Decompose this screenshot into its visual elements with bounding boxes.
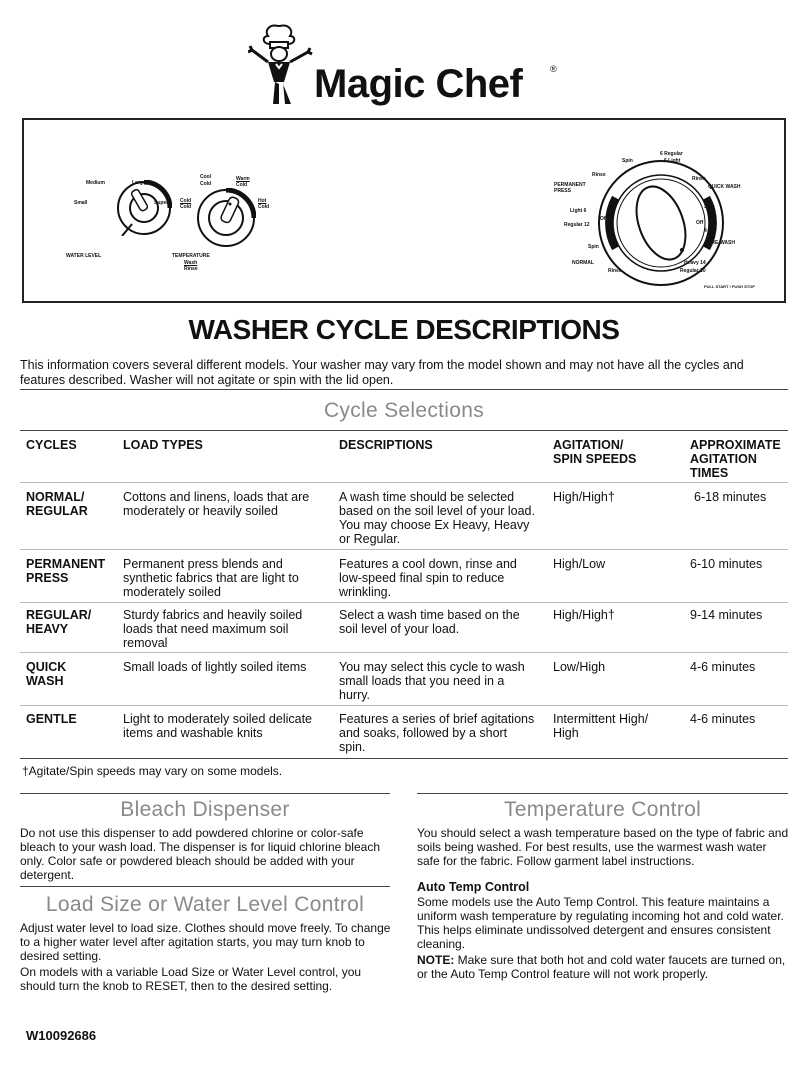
- description: Features a cool down, rinse and low-speed final spin to reduce wrinkling.: [339, 557, 517, 599]
- spin-speed: Low/High: [553, 660, 606, 674]
- dial-label-regular-12: Regular 12: [564, 222, 590, 228]
- divider: [417, 793, 788, 794]
- dial-label-normal: NORMAL: [572, 260, 594, 266]
- dial-label-off-3: Off: [606, 228, 614, 234]
- brand-logo: [248, 22, 568, 112]
- bleach-dispenser-text: Do not use this dispenser to add powdered chlorine or color-safe bleach to your wash load. The dispenser is for liquid chlorine bleach only. Color safe or powdered bleach should be added with your detergent.: [20, 826, 380, 882]
- temp-option-hot-rinse: Cold: [258, 204, 270, 210]
- water-level-option-large: Large: [132, 180, 146, 186]
- load-types: Light to moderately soiled delicate items and washable knits: [123, 712, 313, 740]
- dial-label-rinse-right: Rinse: [692, 176, 706, 182]
- water-level-option-small: Small: [74, 200, 88, 206]
- load-types: Permanent press blends and synthetic fabrics that are light to moderately soiled: [123, 557, 299, 599]
- temperature-sublabel-rinse: Rinse: [184, 266, 198, 272]
- auto-temp-heading: Auto Temp Control: [417, 880, 530, 894]
- temperature-control-text: You should select a wash temperature based on the type of fabric and soils being washed. For best results, use the warmest wash water safe for the fabric. Follow garment label instructions.: [417, 826, 789, 868]
- note-label: NOTE:: [417, 953, 455, 967]
- dial-label-off-1: Off: [600, 216, 608, 222]
- table-footnote: †Agitate/Spin speeds may vary on some models.: [22, 764, 283, 778]
- cycle-selections-heading: Cycle Selections: [323, 399, 485, 422]
- table-bottom-rule: [20, 758, 788, 759]
- cycle-name: REGULAR/ HEAVY: [26, 608, 92, 636]
- auto-temp-note: [417, 953, 789, 981]
- control-panel-illustration: [22, 118, 786, 303]
- dial-label-pre-wash: PRE-WASH: [708, 240, 735, 246]
- col-header-approx-times: APPROXIMATE AGITATION TIMES: [690, 438, 781, 480]
- temp-option-hot: Hot: [258, 198, 267, 204]
- row-divider: [20, 705, 788, 706]
- spin-speed: High/Low: [553, 557, 606, 571]
- intro-line-1: This information covers several different models. Your washer may vary from the model shown and may not have all the cycles and: [20, 358, 744, 372]
- row-divider: [20, 602, 788, 603]
- col-header-load-types: LOAD TYPES: [123, 438, 203, 452]
- agitation-time: 6-10 minutes: [690, 557, 763, 571]
- spin-speed: High/High†: [553, 608, 615, 622]
- dial-label-spin-top: Spin: [622, 158, 633, 164]
- registered-mark: ®: [550, 64, 557, 74]
- description: Features a series of brief agitations and soaks, followed by a short spin.: [339, 712, 535, 754]
- intro-line-2: features described. Washer will not agitate or spin with the lid open.: [20, 373, 394, 387]
- dial-label-light-6: Light 6: [570, 208, 587, 214]
- col-header-descriptions: DESCRIPTIONS: [339, 438, 433, 452]
- divider: [20, 793, 390, 794]
- water-level-option-medium: Medium: [86, 180, 105, 186]
- load-size-text-2: On models with a variable Load Size or Water Level control, you should turn the knob to RESET, then to the desired setting.: [20, 965, 362, 993]
- temperature-control-heading: Temperature Control: [503, 798, 702, 821]
- divider: [20, 389, 788, 390]
- dial-label-off-2: Off: [696, 220, 704, 226]
- dial-footer: PULL START / PUSH STOP: [704, 284, 755, 289]
- table-header-rule: [20, 482, 788, 483]
- cycle-name: GENTLE: [26, 712, 77, 726]
- temp-option-cool: Cool: [200, 174, 212, 180]
- intro-text: [20, 358, 795, 388]
- agitation-time: 6-18 minutes: [694, 490, 767, 504]
- dial-label-4: 4: [704, 228, 707, 234]
- dial-label-quick-wash: QUICK WASH: [708, 184, 741, 190]
- cycle-name: QUICK WASH: [26, 660, 67, 688]
- load-types: Sturdy fabrics and heavily soiled loads that need maximum soil removal: [123, 608, 303, 650]
- agitation-time: 4-6 minutes: [690, 712, 756, 726]
- bleach-dispenser-heading: Bleach Dispenser: [120, 798, 290, 821]
- temp-option-cold: Cold: [180, 198, 192, 204]
- load-types: Small loads of lightly soiled items: [123, 660, 307, 674]
- spin-speed: High/High†: [553, 490, 615, 504]
- temp-option-warm-rinse: Cold: [236, 182, 248, 188]
- description: You may select this cycle to wash small loads that you need in a hurry.: [339, 660, 525, 702]
- dial-label-6-regular: 6 Regular: [660, 151, 683, 157]
- dial-label-permanent-press: PERMANENT PRESS: [554, 182, 586, 194]
- row-divider: [20, 652, 788, 653]
- col-header-agitation-spin: AGITATION/ SPIN SPEEDS: [553, 438, 637, 466]
- cycle-name: PERMANENT PRESS: [26, 557, 106, 585]
- cycle-name: NORMAL/ REGULAR: [26, 490, 88, 518]
- part-number: W10092686: [26, 1028, 97, 1043]
- agitation-time: 4-6 minutes: [690, 660, 756, 674]
- dial-label-rinse-top: Rinse: [592, 172, 606, 178]
- water-level-option-super: Super: [154, 200, 169, 206]
- dial-label-regular-10: Regular 10: [680, 268, 706, 274]
- temp-option-cold-rinse: Cold: [180, 204, 192, 210]
- chef-mascot-icon: [248, 22, 314, 110]
- auto-temp-text: Some models use the Auto Temp Control. This feature maintains a uniform wash temperature by regulating incoming hot and cold water. This helps eliminate undissolved detergent and ensures consistent cleaning.: [417, 895, 784, 951]
- col-header-cycles: CYCLES: [26, 438, 77, 452]
- water-level-knob-icon: [116, 180, 172, 236]
- description: Select a wash time based on the soil level of your load.: [339, 608, 520, 636]
- dial-label-spin-left: Spin: [588, 244, 599, 250]
- agitation-time: 9-14 minutes: [690, 608, 763, 622]
- dial-label-rinse-bottom: Rinse: [608, 268, 622, 274]
- divider: [20, 886, 390, 887]
- dial-label-6-light: 6 Light: [664, 158, 681, 164]
- dial-label-heavy-14: Heavy 14: [684, 260, 706, 266]
- load-types: Cottons and linens, loads that are moderately or heavily soiled: [123, 490, 310, 518]
- table-top-rule: [20, 430, 788, 431]
- page-title: WASHER CYCLE DESCRIPTIONS: [188, 314, 620, 345]
- temperature-sublabel-wash: Wash: [184, 260, 198, 266]
- temp-option-cool-rinse: Cold: [200, 181, 212, 187]
- description: A wash time should be selected based on the soil level of your load. You may choose Ex Heavy, Heavy or Regular.: [339, 490, 535, 546]
- note-text: Make sure that both hot and cold water faucets are turned on, or the Auto Temp Control feature will not work properly.: [417, 953, 786, 981]
- temp-option-warm: Warm: [236, 176, 250, 182]
- load-size-heading: Load Size or Water Level Control: [45, 893, 365, 916]
- row-divider: [20, 549, 788, 550]
- temperature-label: TEMPERATURE: [172, 253, 210, 259]
- spin-speed: Intermittent High/ High: [553, 712, 649, 740]
- temperature-knob-icon: [196, 188, 256, 248]
- brand-name: Magic Chef: [314, 62, 523, 106]
- dial-label-spin-right: Spin: [704, 204, 715, 210]
- water-level-label: WATER LEVEL: [66, 253, 102, 259]
- load-size-text-1: Adjust water level to load size. Clothes should move freely. To change to a higher water level after agitation starts, you may turn knob to desired setting.: [20, 921, 391, 963]
